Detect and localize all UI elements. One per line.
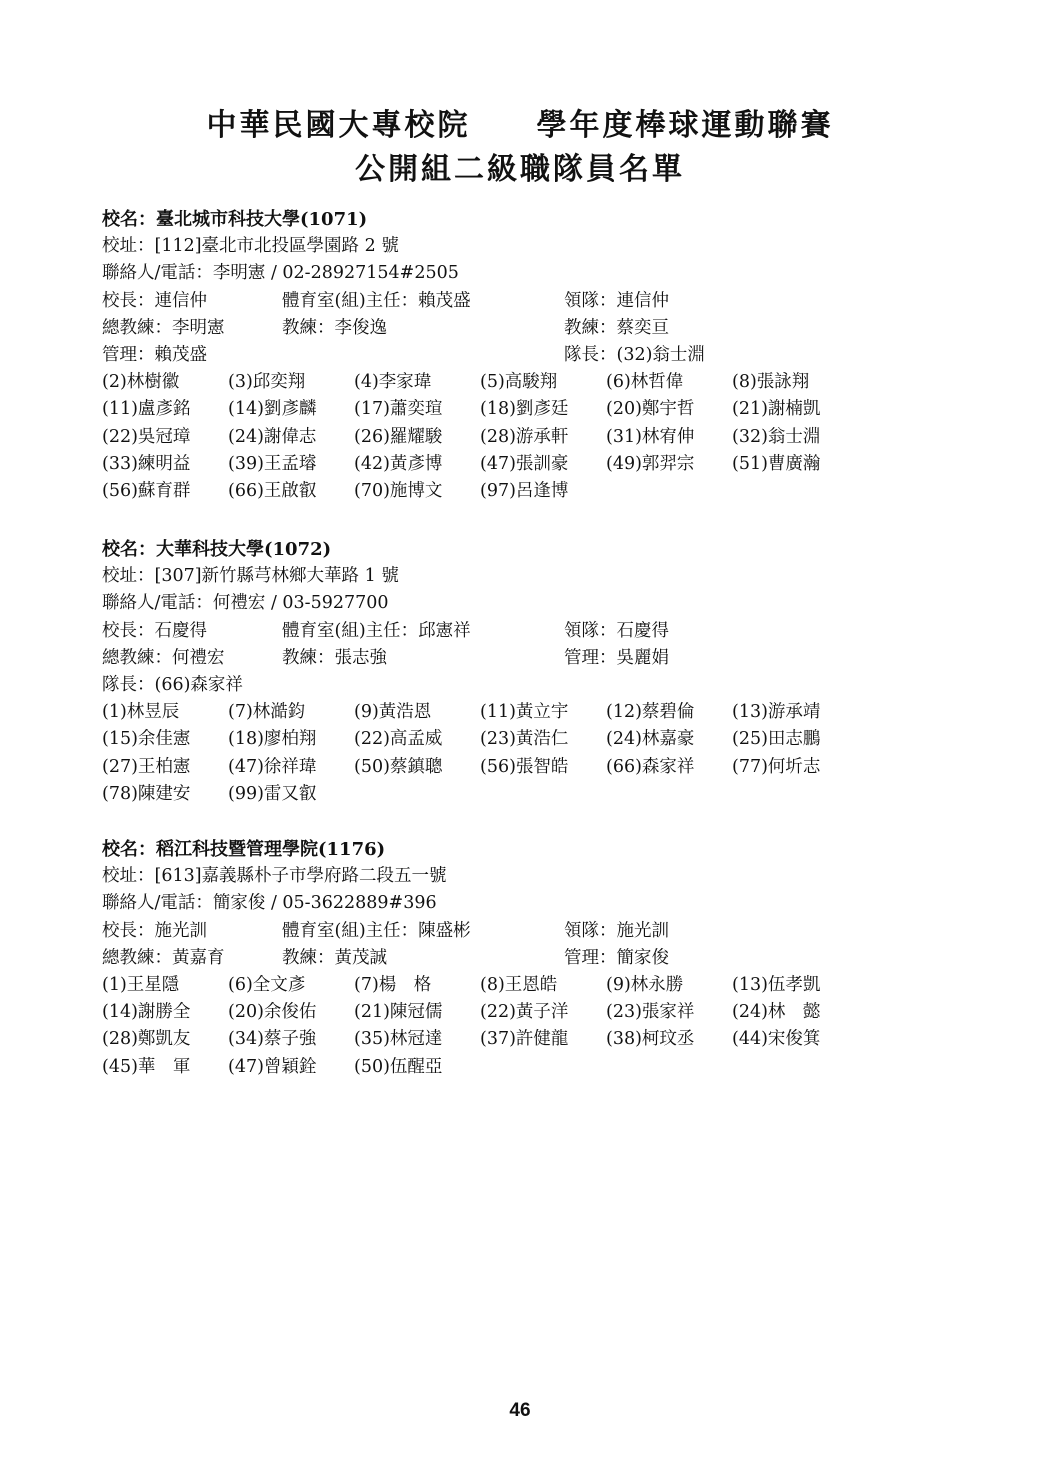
player-entry: (28)游承軒 [480, 426, 569, 447]
player-entry: (24)林 懿 [732, 1002, 821, 1023]
player-entry: (3)邱奕翔 [228, 372, 306, 393]
title-line-2: 公開組二級職隊員名單 [355, 152, 685, 187]
player-entry: (7)林澔鈞 [228, 702, 306, 723]
player-entry: (56)蘇育群 [102, 480, 191, 501]
player-entry: (2)林樹徽 [102, 372, 180, 393]
player-entry: (4)李家瑋 [354, 372, 432, 393]
player-entry: (35)林冠達 [354, 1029, 443, 1050]
staff-row [102, 918, 962, 945]
player-entry: (8)王恩皓 [480, 974, 558, 995]
staff-entry: 總教練：李明憲 [102, 317, 225, 338]
player-entry: (47)張訓豪 [480, 453, 569, 474]
player-roster [102, 972, 962, 1081]
staff-entry: 體育室(組)主任：陳盛彬 [282, 920, 471, 941]
staff-entry: 總教練：黃嘉育 [102, 947, 225, 968]
title-line-1: 中華民國大專校院 學年度棒球運動聯賽 [206, 108, 834, 143]
school-block [102, 206, 962, 505]
player-entry: (66)森家祥 [606, 756, 695, 777]
staff-entry: 教練：李俊逸 [282, 317, 387, 338]
player-entry: (50)蔡鎮聰 [354, 756, 443, 777]
player-entry: (97)呂逢博 [480, 480, 569, 501]
player-entry: (25)田志鵬 [732, 729, 821, 750]
staff-row [102, 945, 962, 972]
player-entry: (99)雷又叡 [228, 783, 317, 804]
staff-row [102, 288, 962, 315]
staff-entry: 教練：蔡奕亘 [564, 317, 669, 338]
player-entry: (66)王啟叡 [228, 480, 317, 501]
player-entry: (11)盧彥銘 [102, 399, 191, 420]
staff-entry: 總教練：何禮宏 [102, 647, 225, 668]
player-entry: (47)徐祥瑋 [228, 756, 317, 777]
player-entry: (23)黃浩仁 [480, 729, 569, 750]
staff-entry: 教練：張志強 [282, 647, 387, 668]
player-entry: (14)劉彥麟 [228, 399, 317, 420]
player-entry: (49)郭羿宗 [606, 453, 695, 474]
player-entry: (14)謝勝全 [102, 1002, 191, 1023]
school-block [102, 836, 962, 1081]
player-entry: (1)王星隱 [102, 974, 180, 995]
staff-row [102, 618, 962, 645]
staff-row [102, 645, 962, 672]
player-roster [102, 369, 962, 505]
player-entry: (38)柯玟丞 [606, 1029, 695, 1050]
player-entry: (22)高孟威 [354, 729, 443, 750]
player-entry: (6)全文彥 [228, 974, 306, 995]
player-entry: (13)游承靖 [732, 702, 821, 723]
player-entry: (26)羅耀駿 [354, 426, 443, 447]
player-entry: (17)蕭奕瑄 [354, 399, 443, 420]
staff-entry: 體育室(組)主任：賴茂盛 [282, 290, 471, 311]
player-entry: (51)曹廣瀚 [732, 453, 821, 474]
school-name: 校名：臺北城市科技大學(1071) [102, 209, 368, 230]
player-entry: (20)鄭宇哲 [606, 399, 695, 420]
player-entry: (34)蔡子強 [228, 1029, 317, 1050]
player-entry: (56)張智皓 [480, 756, 569, 777]
school-contact: 聯絡人/電話：李明憲 / 02-28927154#2505 [102, 263, 459, 284]
player-entry: (15)余佳憲 [102, 729, 191, 750]
staff-entry: 校長：施光訓 [102, 920, 207, 941]
player-entry: (39)王孟璿 [228, 453, 317, 474]
player-entry: (27)王柏憲 [102, 756, 191, 777]
staff-entry: 體育室(組)主任：邱憲祥 [282, 620, 471, 641]
player-entry: (78)陳建安 [102, 783, 191, 804]
player-entry: (31)林宥伸 [606, 426, 695, 447]
player-entry: (37)許健龍 [480, 1029, 569, 1050]
staff-entry: 領隊：施光訓 [564, 920, 669, 941]
player-entry: (18)廖柏翔 [228, 729, 317, 750]
player-entry: (21)陳冠儒 [354, 1002, 443, 1023]
staff-entry: 領隊：石慶得 [564, 620, 669, 641]
player-entry: (20)余俊佑 [228, 1002, 317, 1023]
player-entry: (70)施博文 [354, 480, 443, 501]
player-entry: (22)黃子洋 [480, 1002, 569, 1023]
staff-entry: 管理：簡家俊 [564, 947, 669, 968]
staff-entry: 領隊：連信仲 [564, 290, 669, 311]
page-number: 46 [509, 1400, 531, 1421]
player-entry: (44)宋俊箕 [732, 1029, 821, 1050]
player-entry: (6)林哲偉 [606, 372, 684, 393]
staff-entry: 隊長：(66)森家祥 [102, 674, 243, 695]
player-entry: (8)張詠翔 [732, 372, 810, 393]
player-entry: (11)黃立宇 [480, 702, 569, 723]
staff-entry: 校長：連信仲 [102, 290, 207, 311]
player-entry: (12)蔡碧倫 [606, 702, 695, 723]
player-entry: (33)練明益 [102, 453, 191, 474]
player-entry: (42)黃彥博 [354, 453, 443, 474]
player-entry: (7)楊 格 [354, 974, 432, 995]
player-entry: (45)華 軍 [102, 1056, 191, 1077]
school-contact: 聯絡人/電話：何禮宏 / 03-5927700 [102, 593, 389, 614]
player-entry: (18)劉彥廷 [480, 399, 569, 420]
player-entry: (21)謝楠凱 [732, 399, 821, 420]
school-contact: 聯絡人/電話：簡家俊 / 05-3622889#396 [102, 893, 437, 914]
school-address: 校址：[307]新竹縣芎林鄉大華路 1 號 [102, 566, 399, 587]
player-entry: (5)高駿翔 [480, 372, 558, 393]
staff-entry: 教練：黃茂誠 [282, 947, 387, 968]
player-entry: (9)黃浩恩 [354, 702, 432, 723]
player-entry: (50)伍醒亞 [354, 1056, 443, 1077]
player-roster [102, 699, 962, 808]
school-block [102, 536, 962, 808]
staff-entry: 管理：賴茂盛 [102, 344, 207, 365]
player-entry: (28)鄭凱友 [102, 1029, 191, 1050]
school-name: 校名：稻江科技暨管理學院(1176) [102, 839, 386, 860]
staff-row [102, 315, 962, 342]
player-entry: (32)翁士淵 [732, 426, 821, 447]
staff-entry: 校長：石慶得 [102, 620, 207, 641]
player-entry: (24)林嘉豪 [606, 729, 695, 750]
player-entry: (13)伍孝凱 [732, 974, 821, 995]
player-entry: (23)張家祥 [606, 1002, 695, 1023]
staff-entry: 隊長：(32)翁士淵 [564, 344, 705, 365]
school-address: 校址：[613]嘉義縣朴子市學府路二段五一號 [102, 866, 447, 887]
school-address: 校址：[112]臺北市北投區學園路 2 號 [102, 236, 399, 257]
player-entry: (1)林昱辰 [102, 702, 180, 723]
staff-row [102, 672, 962, 699]
player-entry: (77)何圻志 [732, 756, 821, 777]
player-entry: (9)林永勝 [606, 974, 684, 995]
staff-row [102, 342, 962, 369]
player-entry: (47)曾穎銓 [228, 1056, 317, 1077]
staff-entry: 管理：吳麗娟 [564, 647, 669, 668]
school-name: 校名：大華科技大學(1072) [102, 539, 332, 560]
player-entry: (22)吳冠璋 [102, 426, 191, 447]
player-entry: (24)謝偉志 [228, 426, 317, 447]
